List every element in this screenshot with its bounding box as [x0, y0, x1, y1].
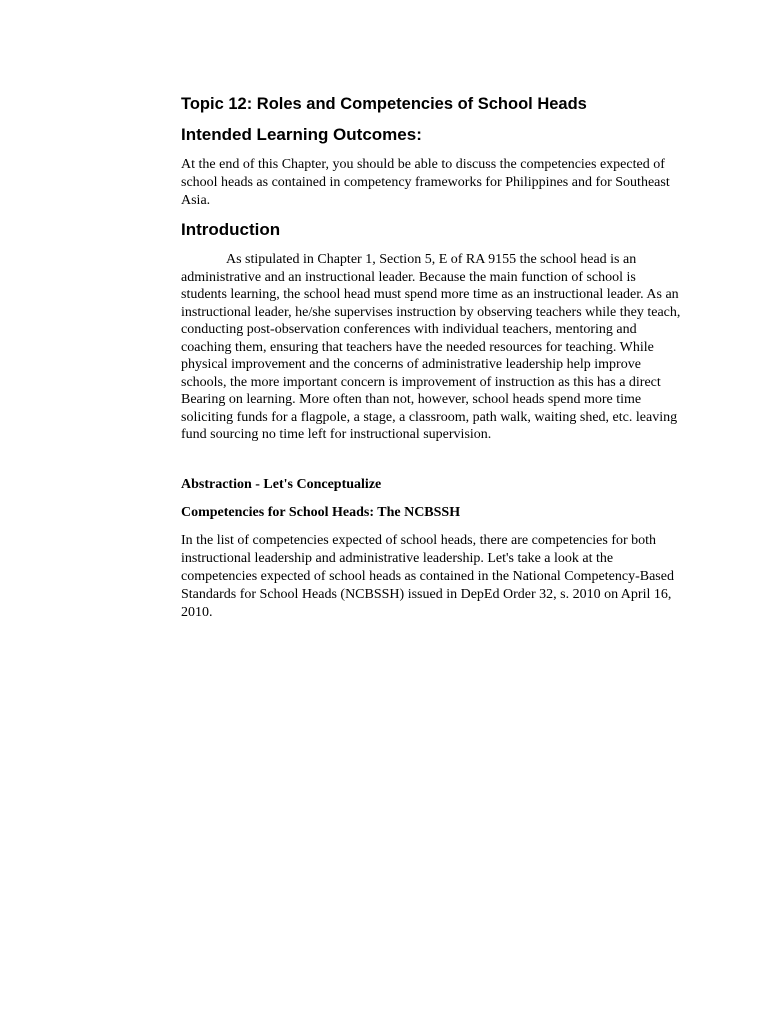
ilo-paragraph: At the end of this Chapter, you should be able to discuss the competencies expected of school heads as contained in competency frameworks for Philippines and for Southeast Asia.: [181, 157, 670, 208]
competencies-heading: Competencies for School Heads: The NCBSSH: [181, 505, 461, 520]
introduction-paragraph: As stipulated in Chapter 1, Section 5, E of RA 9155 the school head is an administrative and an instructional leader. Because the main function of school is students learning, the school head must spend more time as an instructional leader. As an instructional leader, he/she supervises instruction by observing teachers while they teach, conducting post-observation conferences with individual teachers, mentoring and coaching them, ensuring that teachers have the needed resources for teaching. While physical improvement and the concerns of administrative leadership help improve schools, the more important concern is improvement of instruction as this has a direct Bearing on learning. More often than not, however, school heads spend more time soliciting funds for a flagpole, a stage, a classroom, path walk, waiting shed, etc. leaving fund sourcing no time left for instructional supervision.: [181, 252, 681, 442]
competencies-paragraph: In the list of competencies expected of school heads, there are competencies for both instructional leadership and administrative leadership. Let's take a look at the competencies expected of school heads as contained in the National Competency-Based Standards for School Heads (NCBSSH) issued in DepEd Order 32, s. 2010 on April 16, 2010.: [181, 533, 674, 620]
introduction-heading: Introduction: [181, 220, 281, 239]
abstraction-heading: Abstraction - Let's Conceptualize: [181, 477, 382, 492]
ilo-heading: Intended Learning Outcomes:: [181, 125, 422, 144]
topic-title: Topic 12: Roles and Competencies of School Heads: [181, 95, 587, 113]
